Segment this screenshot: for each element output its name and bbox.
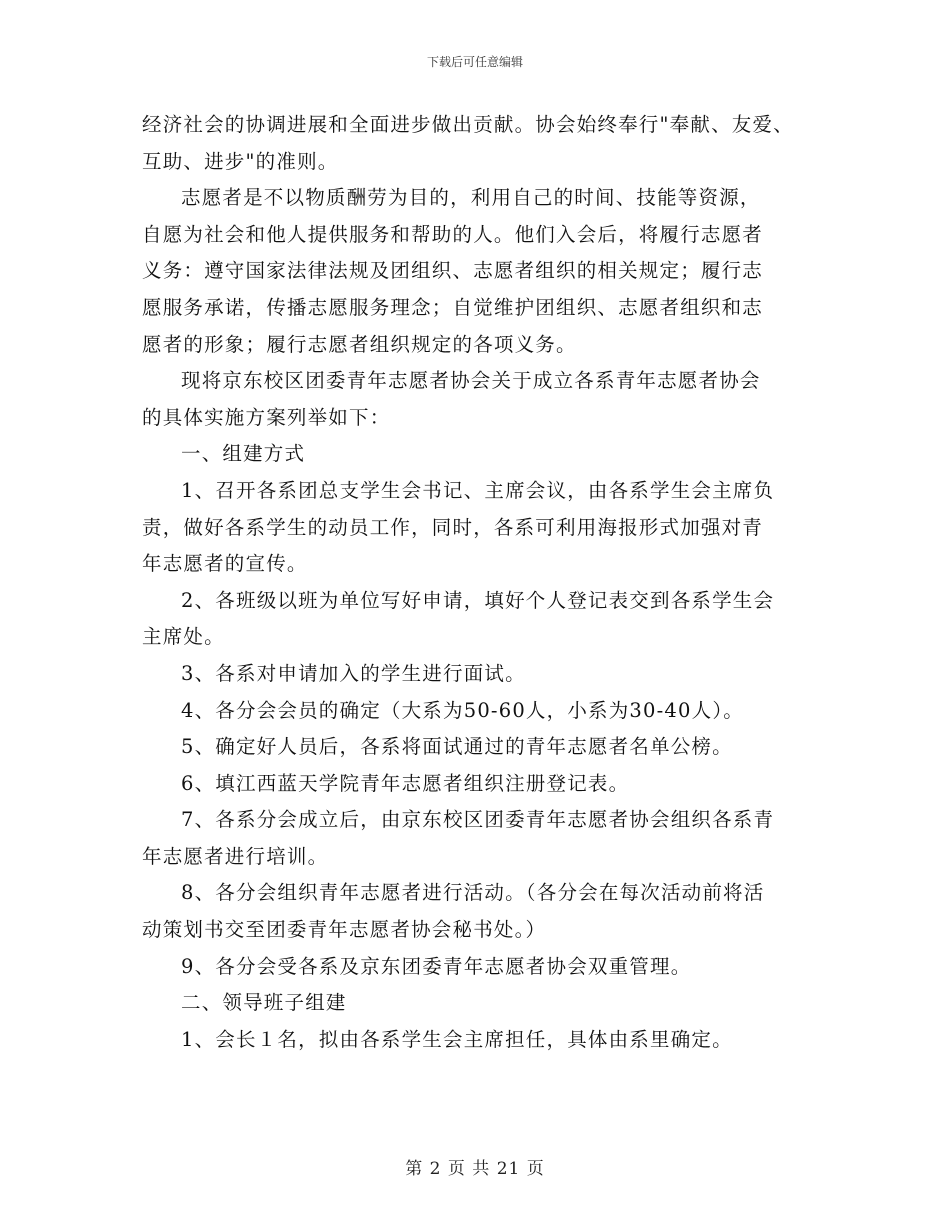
text-line: 义务：遵守国家法律法规及团组织、志愿者组织的相关规定；履行志	[142, 259, 764, 283]
text-line: 9、各分会受各系及京东团委青年志愿者协会双重管理。	[181, 954, 692, 978]
text-line: 互助、进步"的准则。	[142, 149, 339, 173]
text-line: 年志愿者进行培训。	[142, 844, 329, 868]
text-line: 自愿为社会和他人提供服务和帮助的人。他们入会后，将履行志愿者	[142, 222, 764, 246]
text-line: 1、会长１名，拟由各系学生会主席担任，具体由系里确定。	[181, 1027, 733, 1051]
text-line: 8、各分会组织青年志愿者进行活动。（各分会在每次活动前将活	[181, 881, 765, 905]
text-line: 主席处。	[142, 625, 225, 649]
text-line: 1、召开各系团总支学生会书记、主席会议，由各系学生会主席负	[181, 478, 775, 502]
body-text	[142, 107, 822, 1058]
text-line: 现将京东校区团委青年志愿者协会关于成立各系青年志愿者协会	[181, 369, 761, 393]
text-line: 志愿者是不以物质酬劳为目的，利用自己的时间、技能等资源，	[181, 186, 761, 210]
text-line: 经济社会的协调进展和全面进步做出贡献。协会始终奉行"奉献、友爱、	[142, 113, 794, 136]
text-line: 6、填江西蓝天学院青年志愿者组织注册登记表。	[181, 771, 630, 795]
text-line: 一、组建方式	[181, 442, 306, 466]
page-number: 第 2 页 共 21 页	[405, 1159, 545, 1179]
text-line: 7、各系分会成立后，由京东校区团委青年志愿者协会组织各系青	[181, 808, 775, 832]
text-line: 2、各班级以班为单位写好申请，填好个人登记表交到各系学生会	[181, 588, 775, 612]
text-line: 愿者的形象；履行志愿者组织规定的各项义务。	[142, 332, 577, 356]
text-line: 年志愿者的宣传。	[142, 552, 308, 576]
text-line: 责，做好各系学生的动员工作，同时，各系可利用海报形式加强对青	[142, 515, 764, 539]
document-body	[142, 107, 822, 1058]
text-line: 的具体实施方案列举如下：	[142, 405, 391, 429]
text-line: 4、各分会会员的确定（大系为50-60人，小系为30-40人）。	[181, 698, 744, 722]
text-line: 3、各系对申请加入的学生进行面试。	[181, 661, 526, 685]
text-line: 动策划书交至团委青年志愿者协会秘书处。）	[142, 918, 547, 942]
text-line: 5、确定好人员后，各系将面试通过的青年志愿者名单公榜。	[181, 735, 733, 759]
text-line: 二、领导班子组建	[181, 991, 347, 1015]
page-header: 下载后可任意编辑	[426, 55, 523, 69]
text-line: 愿服务承诺，传播志愿服务理念；自觉维护团组织、志愿者组织和志	[142, 295, 764, 319]
